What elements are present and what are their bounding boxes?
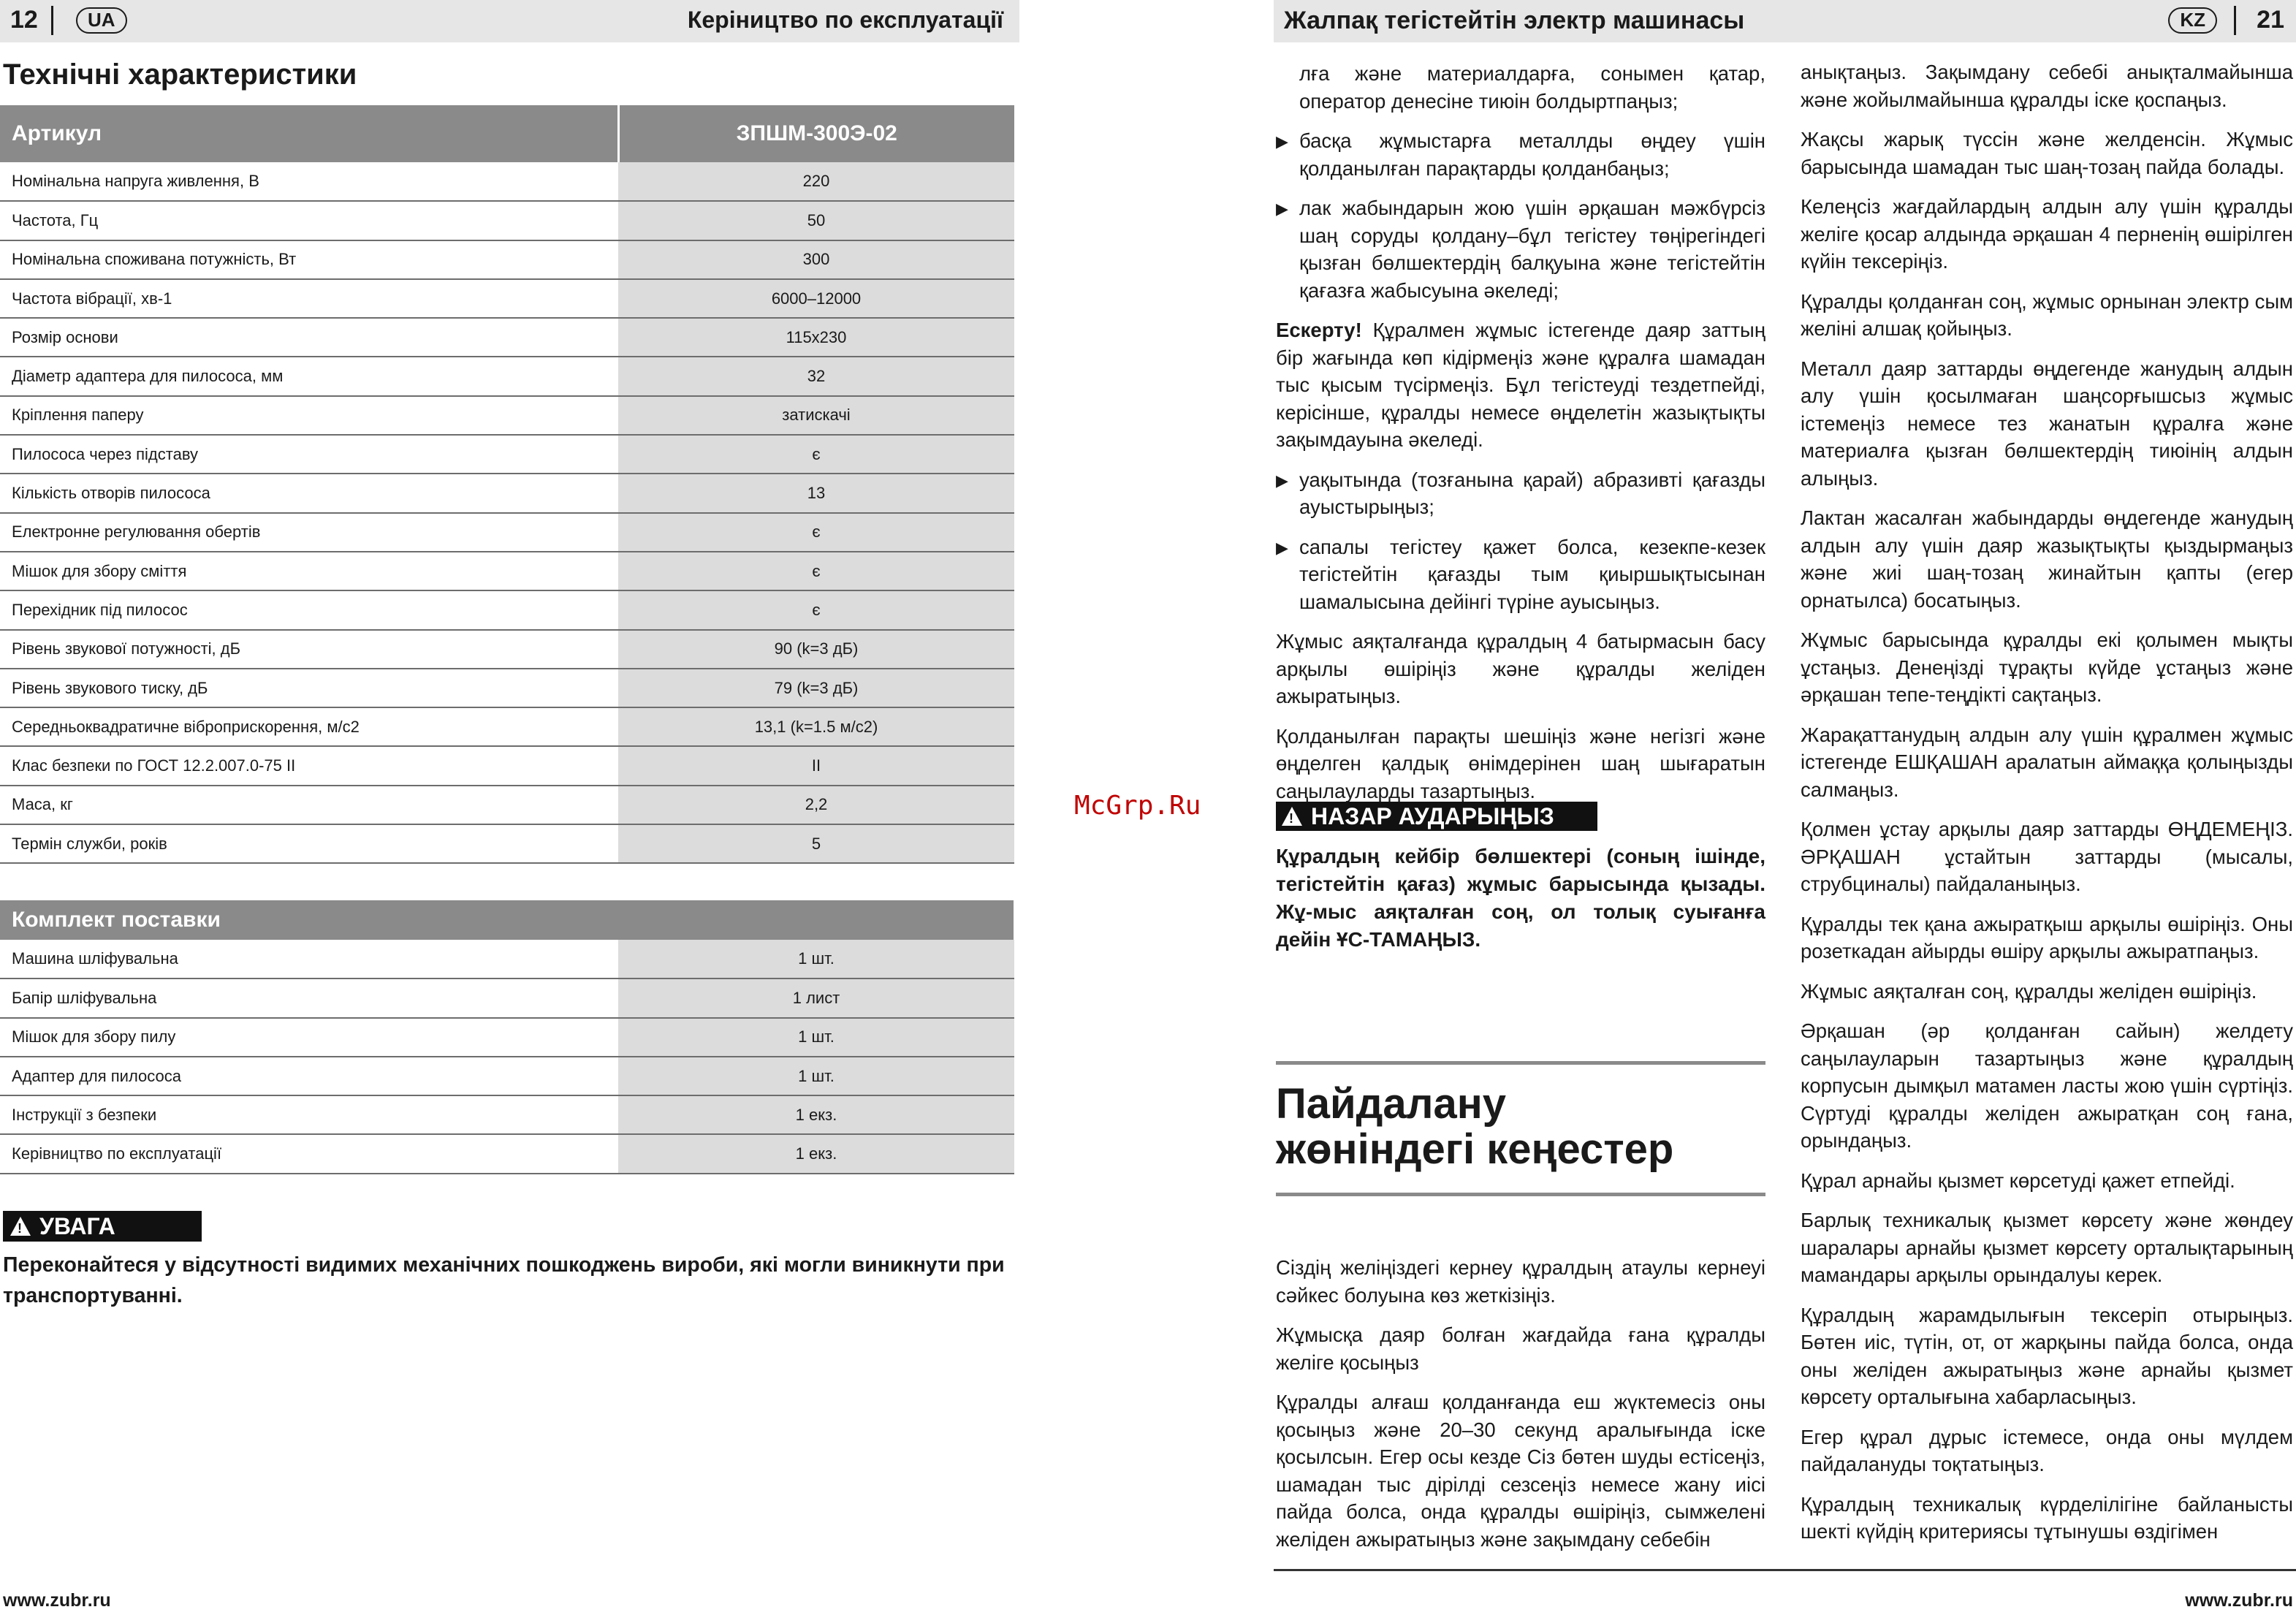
attention-label: НАЗАР АУДАРЫҢЫЗ [1311, 802, 1554, 829]
warning-label: УВАГА [39, 1212, 115, 1239]
right-header-title: Жалпақ тегістейтін электр машинасы [1284, 7, 1745, 34]
list-item-text: уақытында (тозғанына қарай) абразивті қағазды ауыстырыңыз; [1299, 468, 1765, 518]
spec-label: Мішок для збору сміття [0, 552, 618, 590]
left-page-number: 12 [10, 6, 38, 34]
list-item [1276, 127, 1765, 182]
table-row [0, 978, 1014, 1017]
spec-value: 50 [618, 201, 1014, 240]
kit-item-qty: 1 екз. [618, 1134, 1014, 1173]
spec-value: 32 [618, 357, 1014, 395]
paragraph: Құралды тек қана ажыратқыш арқылы өшіріңіз. Оны розеткадан айырды өшіру арқылы ажыратпаңыз. [1801, 912, 2293, 962]
table-row [0, 162, 1014, 201]
spec-value: є [618, 552, 1014, 590]
triangle-bullet-icon: ▶ [1276, 538, 1288, 557]
table-row [0, 552, 1014, 590]
table-row [0, 590, 1014, 629]
kit-header-label: Комплект поставки [0, 900, 1014, 940]
table-row [0, 669, 1014, 707]
paragraph: Құралдың техникалық күрделілігіне байланысты шекті күйдің критериясы тұтынушы өздігімен [1801, 1492, 2293, 1543]
left-footer-url[interactable]: www.zubr.ru [3, 1590, 111, 1611]
paragraph: Металл даяр заттарды өңдегенде жанудың алдын алу үшін қосылмаған шаңсорғышсыз жұмыс істемеңіз немесе тез жанатын құралға және материалға қызған бөлшектердің тиюінің алдын алыңыз. [1801, 357, 2293, 490]
section-title-tips [1276, 1082, 1765, 1172]
kit-item-qty: 1 екз. [618, 1095, 1014, 1134]
warning-triangle-icon: ! [10, 1217, 31, 1236]
attention-text: Құралдың кейбір бөлшектері (соның ішінде, тегістейтін қағаз) жұмыс барысында қызады. Жұ-мыс аяқталған соң, ол толық суығанға дейін ҰС-ТАМАҢЫЗ. [1276, 845, 1765, 951]
warning-text: Переконайтеся у відсутності видимих механічних пошкоджень вироби, які могли виникнути при транспортуванні. [3, 1253, 1005, 1307]
list-item-text: лак жабындарын жою үшін әрқашан мәжбүрсіз шаң соруды қолдану–бұл тегістеу төңірегіндегі қызған бөлшектердің балқуына және тегістейтін қағазға жабысуына әкеледі; [1299, 197, 1765, 302]
spec-label: Розмір основи [0, 318, 618, 357]
table-row [0, 240, 1014, 279]
header-separator [2234, 6, 2236, 35]
left-page [0, 0, 1019, 1615]
spec-value: є [618, 590, 1014, 629]
kit-item-qty: 1 лист [618, 978, 1014, 1017]
note-label: Ескерту! [1276, 319, 1362, 341]
spec-label: Маса, кг [0, 786, 618, 824]
list-item [1276, 533, 1765, 616]
paragraph: Құралды қолданған соң, жұмыс орнынан электр сым желіні алшақ қойыңыз. [1801, 289, 2293, 340]
table-row [0, 940, 1014, 978]
table-row [0, 707, 1014, 746]
paragraph: Жақсы жарық түссін және желденсін. Жұмыс барысында шамадан тыс шаң-тозаң пайда болады. [1801, 128, 2293, 178]
paragraph: Сіздің желіңіздегі кернеу құралдың атаулы кернеуі сәйкес болуына көз жеткізіңіз. [1276, 1256, 1765, 1307]
table-row [0, 513, 1014, 552]
divider [1276, 1193, 1765, 1196]
paragraph: Қолданылған парақты шешіңіз және негізгі және өңделген қалдық өнімдерінен шаң шығаратын саңылауларды тазартыңыз. [1276, 724, 1765, 802]
paragraph: Әрқашан (әр қолданған сайын) желдету саңылауларын тазартыңыз және құралдың корпусын дымқыл матамен ласты жою үшін сүртіңіз. Сүртуді құралды желіден ажыратқан соң ғана, орындаңыз. [1801, 1019, 2293, 1152]
table-row [0, 746, 1014, 785]
paragraph: Құрал арнайы қызмет көрсетуді қажет етпейді. [1801, 1168, 2235, 1192]
warning-badge [3, 1211, 202, 1242]
right-column-2 [1801, 58, 2293, 1558]
list-item-text: сапалы тегістеу қажет болса, кезекпе-кезек тегістейтін қағазды тым қиыршықтысынан шамалысына дейінгі түріне ауысыңыз. [1299, 535, 1765, 613]
spec-value: є [618, 513, 1014, 552]
triangle-bullet-icon: ▶ [1276, 471, 1288, 490]
spec-label: Діаметр адаптера для пилососа, мм [0, 357, 618, 395]
kit-item-label: Бапір шліфувальна [0, 978, 618, 1017]
table-row [0, 824, 1014, 863]
table-row [0, 1134, 1014, 1173]
table-row [0, 786, 1014, 824]
spec-label: Кількість отворів пилососа [0, 474, 618, 512]
spec-label: Рівень звукової потужності, дБ [0, 630, 618, 669]
paragraph: Барлық техникалық қызмет көрсету және жөндеу шаралары арнайы қызмет көрсету орталықтарының мамандары арқылы орындалуы керек. [1801, 1209, 2293, 1286]
table-row [0, 1057, 1014, 1095]
spec-label: Електронне регулювання обертів [0, 513, 618, 552]
table-row [0, 1018, 1014, 1057]
spec-label: Перехідник під пилосос [0, 590, 618, 629]
footer-divider [1274, 1569, 2296, 1571]
table-row [0, 630, 1014, 669]
paragraph: Келеңсіз жағдайлардың алдын алу үшін құралды желіге қосар алдында әрқашан 4 перненің өшірілген күйін тексеріңіз. [1801, 195, 2293, 273]
kit-item-label: Інструкції з безпеки [0, 1095, 618, 1134]
spec-value: 6000–12000 [618, 279, 1014, 318]
section-title-specs: Технічні характеристики [3, 58, 357, 91]
list-item [1276, 194, 1765, 304]
paragraph: Жарақаттанудың алдын алу үшін құралмен жұмыс істегенде ЕШҚАШАН аралатын аймаққа қолыңызды салмаңыз. [1801, 723, 2293, 801]
spec-value: 5 [618, 824, 1014, 863]
note-text: Құралмен жұмыс істегенде даяр заттың бір жағында көп кідірмеңіз және құралға шамадан тыс қысым түсірмеңіз. Бұл тегістеуді тездетпейді, керісінше, құралды немесе өңделетін жазықтықты зақымдауына әкеледі. [1276, 319, 1766, 451]
kit-item-qty: 1 шт. [618, 940, 1014, 978]
paragraph: Құралдың жарамдылығын тексеріп отырыңыз. Бөтен иіс, түтін, от, от жарқыны пайда болса, онда оны желіден ажыратыңыз және арнайы қызмет көрсету орталығына хабарласыңыз. [1801, 1303, 2293, 1408]
triangle-bullet-icon: ▶ [1276, 132, 1288, 151]
spec-label: Кріплення паперу [0, 396, 618, 435]
paragraph: Жұмысқа даяр болған жағдайда ғана құралды желіге қосыңыз [1276, 1323, 1765, 1374]
table-row [0, 1095, 1014, 1134]
divider [1276, 1061, 1765, 1065]
paragraph: лға және материалдарға, сонымен қатар, оператор денесіне тиюін болдыртпаңыз; [1299, 62, 1765, 113]
kit-item-label: Адаптер для пилососа [0, 1057, 618, 1095]
kit-item-label: Керівництво по експлуатації [0, 1134, 618, 1173]
table-row [0, 396, 1014, 435]
spec-table-header [0, 105, 1014, 162]
table-row [0, 357, 1014, 395]
spec-value: 115x230 [618, 318, 1014, 357]
paragraph: Жұмыс аяқталғанда құралдың 4 батырмасын басу арқылы өшіріңіз және құралды желіден ажыратыңыз. [1276, 630, 1765, 707]
paragraph: Жұмыс аяқталған соң, құралды желіден өшіріңіз. [1801, 979, 2257, 1003]
header-separator [51, 6, 53, 35]
watermark: McGrp.Ru [1074, 791, 1201, 821]
right-column-1 [1276, 60, 1765, 817]
kit-item-label: Мішок для збору пилу [0, 1018, 618, 1057]
paragraph: Құралды алғаш қолданғанда еш жүктемесіз оны қосыңыз және 20–30 секунд аралығында іске қосылсын. Егер осы кезде Сіз бөтен шуды естісеңіз, шамадан тыс дірілді сезсеңіз немесе жану иісі пайда болса, онда құралды өшіріңіз, сымжелені желіден ажыратыңыз және зақымдану себебін [1276, 1391, 1765, 1551]
paragraph: анықтаңыз. Зақымдану себебі анықталмайынша және жойылмайынша құралды іске қоспаңыз. [1801, 61, 2293, 111]
spec-header-label: Артикул [0, 105, 618, 162]
lang-badge-kz: KZ [2168, 7, 2217, 34]
left-header-title: Керіництво по експлуатації [687, 7, 1003, 33]
spec-label: Частота, Гц [0, 201, 618, 240]
spec-value: 220 [618, 162, 1014, 201]
spec-value: 13,1 (k=1.5 м/с2) [618, 707, 1014, 746]
spec-value: 90 (k=3 дБ) [618, 630, 1014, 669]
kit-item-qty: 1 шт. [618, 1057, 1014, 1095]
spec-table [0, 105, 1014, 864]
right-footer-url[interactable]: www.zubr.ru [2185, 1590, 2293, 1611]
spec-value: 2,2 [618, 786, 1014, 824]
spec-label: Частота вібрації, хв-1 [0, 279, 618, 318]
table-row [0, 201, 1014, 240]
paragraph: Егер құрал дұрыс істемесе, онда оны мүлдем пайдалануды тоқтатыңыз. [1801, 1425, 2293, 1475]
lang-badge-ua: UA [76, 7, 127, 34]
kit-table [0, 900, 1016, 1174]
kit-table-header [0, 900, 1014, 940]
spec-value: 13 [618, 474, 1014, 512]
kit-item-label: Машина шліфувальна [0, 940, 618, 978]
kit-item-qty: 1 шт. [618, 1018, 1014, 1057]
spec-label: Номінальна напруга живлення, В [0, 162, 618, 201]
triangle-bullet-icon: ▶ [1276, 200, 1288, 218]
paragraph: Қолмен ұстау арқылы даяр заттарды ӨҢДЕМЕҢІЗ. ӘРҚАШАН ұстайтын заттарды (мысалы, струбциналы) пайдаланыңыз. [1801, 818, 2293, 895]
note-paragraph [1276, 316, 1765, 454]
spec-value: затискачі [618, 396, 1014, 435]
table-row [0, 435, 1014, 474]
spec-label: Клас безпеки по ГОСТ 12.2.007.0-75 ІІ [0, 746, 618, 785]
spec-label: Рівень звукового тиску, дБ [0, 669, 618, 707]
spec-label: Термін служби, років [0, 824, 618, 863]
spec-header-model: ЗПШМ-300Э-02 [618, 105, 1014, 162]
spec-label: Середньоквадратичне віброприскорення, м/с2 [0, 707, 618, 746]
spec-value: ІІ [618, 746, 1014, 785]
table-row [0, 474, 1014, 512]
paragraph: Жұмыс барысында құралды екі қолымен мықты ұстаңыз. Денеңізді тұрақты күйде ұстаңыз және әрқашан тепе-теңдікті сақтаңыз. [1801, 628, 2293, 706]
right-page-number: 21 [2257, 6, 2284, 34]
table-row [0, 318, 1014, 357]
spec-value: є [618, 435, 1014, 474]
section-title-line: жөніндегі кеңестер [1276, 1125, 1674, 1173]
list-item [1276, 466, 1765, 521]
section-title-line: Пайдалану [1276, 1080, 1507, 1128]
paragraph: Лактан жасалған жабындарды өңдегенде жанудың алдын алу үшін даяр жазықтықты қыздырмаңыз және жиі шаң-тозаң жинайтын қапты (егер орнатылса) босатыңыз. [1801, 506, 2293, 612]
right-column-1-tips [1276, 1254, 1765, 1565]
spec-label: Пилососа через підставу [0, 435, 618, 474]
attention-badge [1276, 802, 1597, 831]
right-page-header [1274, 0, 2296, 42]
left-page-header [0, 0, 1019, 42]
spec-value: 79 (k=3 дБ) [618, 669, 1014, 707]
spec-value: 300 [618, 240, 1014, 279]
table-row [0, 279, 1014, 318]
warning-triangle-icon: ! [1282, 807, 1302, 826]
spec-label: Номінальна споживана потужність, Вт [0, 240, 618, 279]
list-item-text: басқа жұмыстарға металлды өңдеу үшін қолданылған парақтарды қолданбаңыз; [1299, 129, 1765, 180]
